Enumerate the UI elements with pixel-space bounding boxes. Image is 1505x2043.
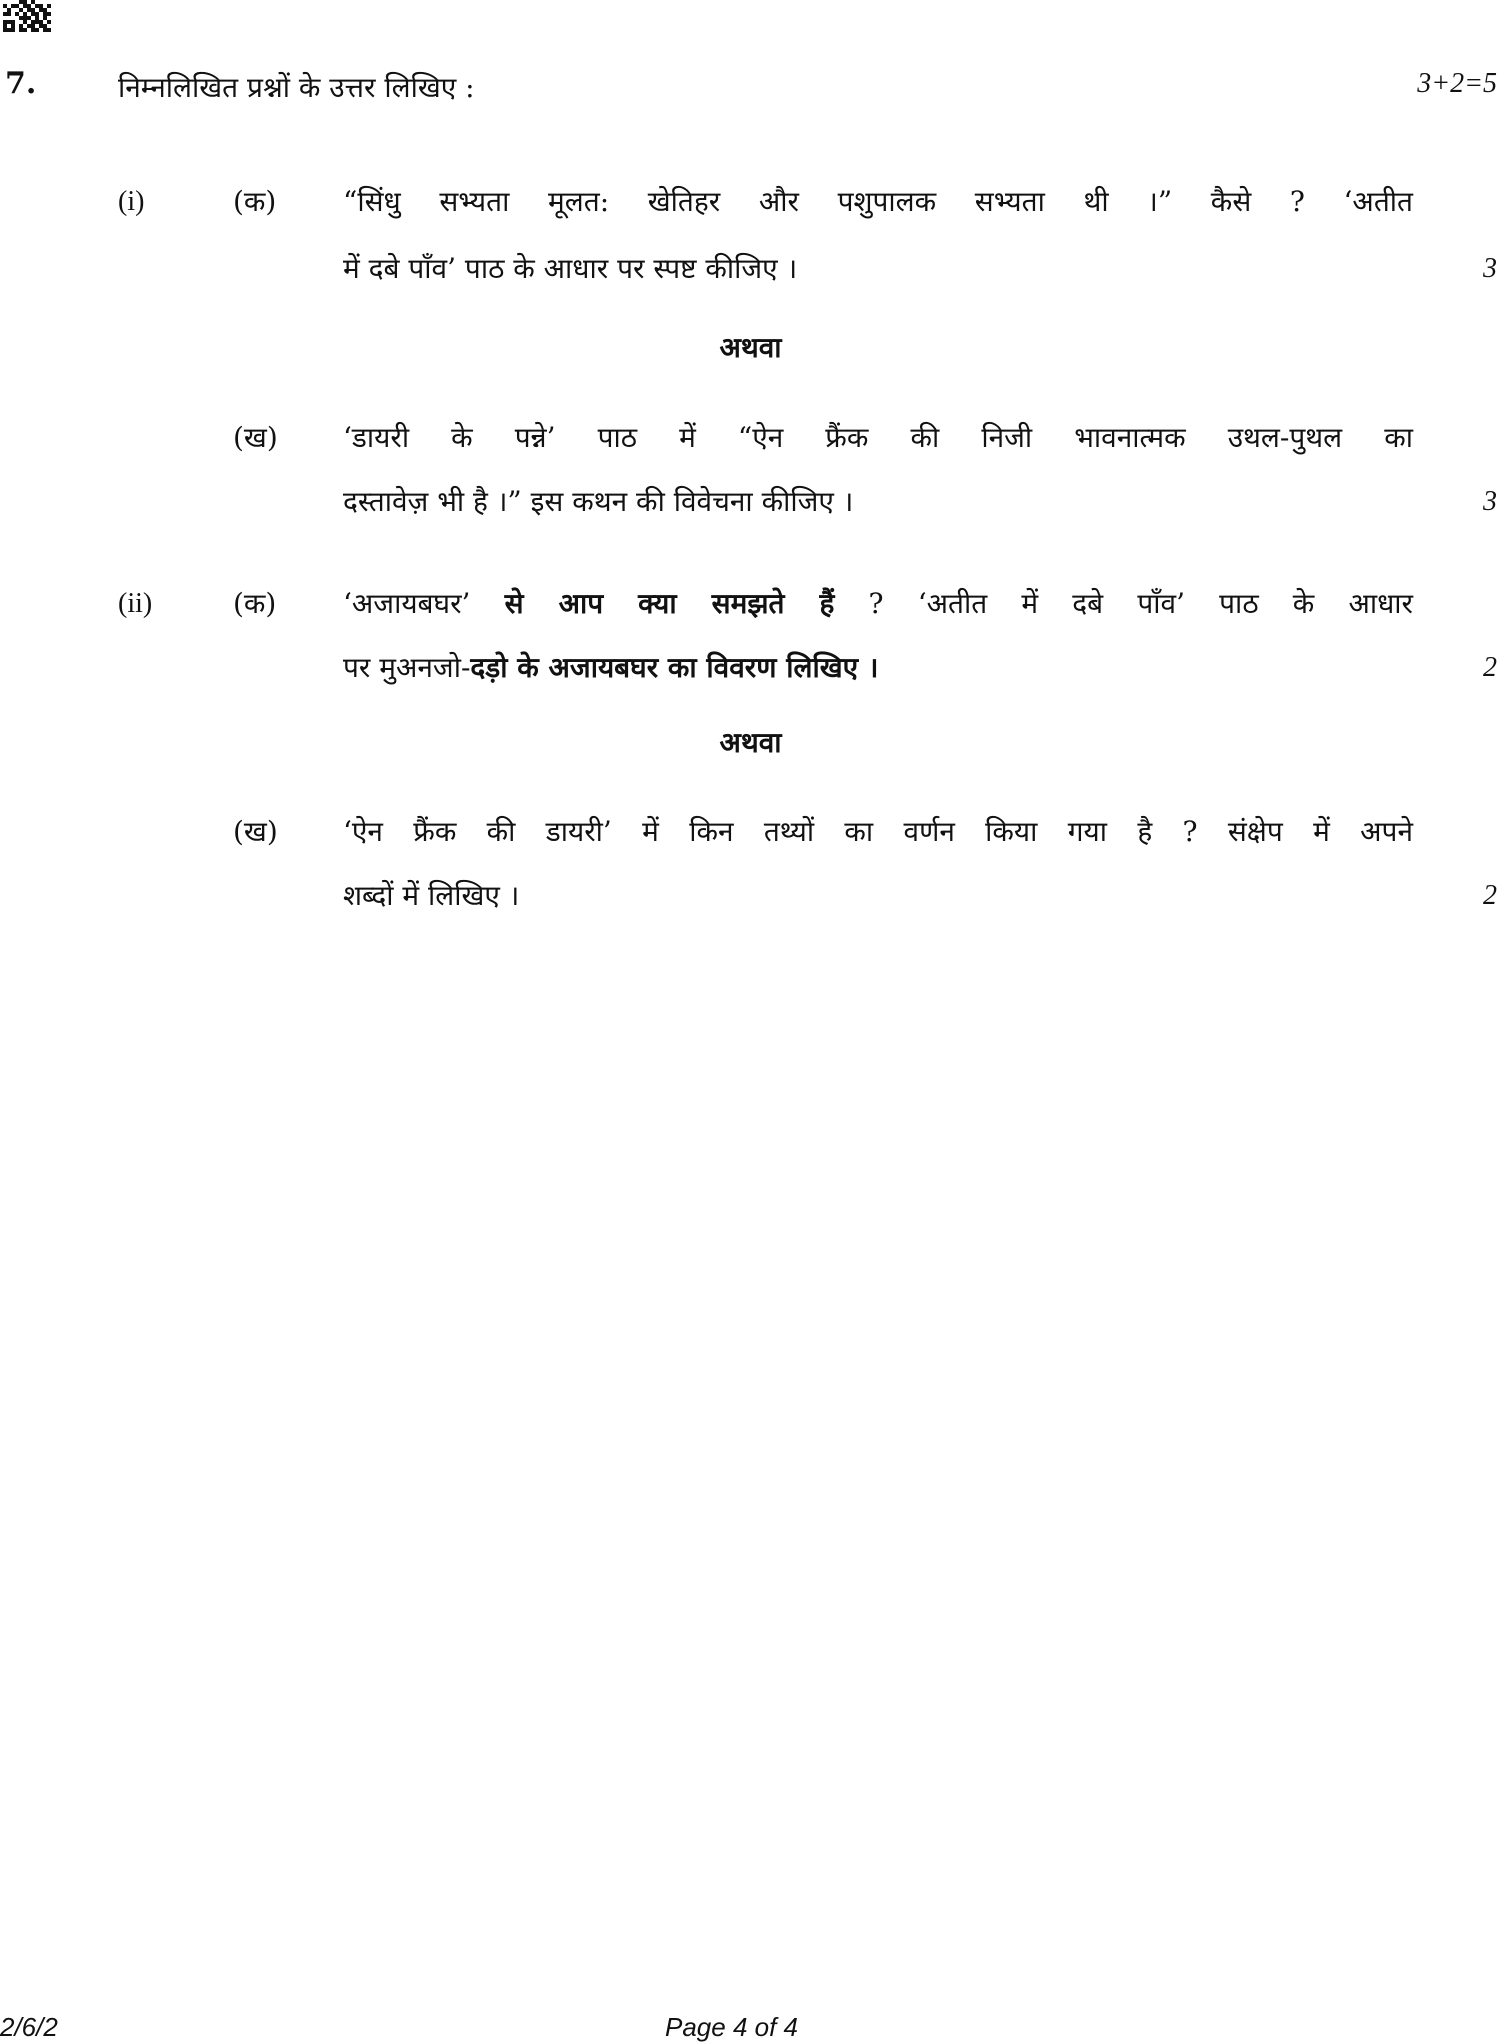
part-ii-option-ka-line-2: पर मुअनजो-दड़ो के अजायबघर का विवरण लिखिए ।: [343, 651, 879, 684]
part-ii-option-ka-marks: 2: [1483, 652, 1497, 683]
part-ii-option-kha-line-2: शब्दों में लिखिए ।: [343, 879, 520, 912]
part-ii-option-kha-label: (ख): [233, 815, 278, 848]
part-ii-option-kha-line-1: ‘ऐन फ्रैंक की डायरी’ में किन तथ्यों का वर्णन किया गया है ? संक्षेप में अपने: [343, 815, 1413, 848]
part-i-option-kha-line-1: ‘डायरी के पन्ने’ पाठ में “ऐन फ्रैंक की निजी भावनात्मक उथल-पुथल का: [343, 421, 1413, 454]
part-i-option-kha-marks: 3: [1483, 486, 1497, 517]
qr-code: [3, 0, 51, 36]
paper-code: 2/6/2: [0, 2012, 58, 2042]
part-i-option-kha-label: (ख): [233, 421, 278, 454]
part-i-option-ka-label: (क): [233, 185, 277, 218]
part-i-option-ka-line-1: “सिंधु सभ्यता मूलत: खेतिहर और पशुपालक सभ्यता थी ।” कैसे ? ‘अतीत: [343, 185, 1413, 218]
part-i-option-ka-marks: 3: [1483, 253, 1497, 284]
part-ii-option-ka-line-1: ‘अजायबघर’ से आप क्या समझते हैं ? ‘अतीत में दबे पाँव’ पाठ के आधार: [343, 587, 1413, 620]
question-heading: निम्नलिखित प्रश्नों के उत्तर लिखिए :: [118, 71, 475, 104]
part-i-label: (i): [118, 186, 145, 217]
or-divider-1: अथवा: [719, 331, 782, 364]
part-i-option-ka-line-2: में दबे पाँव’ पाठ के आधार पर स्पष्ट कीजिए ।: [343, 252, 798, 285]
question-number: 7.: [5, 66, 37, 101]
part-ii-label: (ii): [118, 588, 153, 619]
total-marks: 3+2=5: [1417, 68, 1497, 99]
part-ii-option-ka-label: (क): [233, 587, 277, 620]
or-divider-2: अथवा: [719, 726, 782, 759]
page-number: Page 4 of 4: [665, 2012, 798, 2042]
part-ii-option-kha-marks: 2: [1483, 880, 1497, 911]
part-i-option-kha-line-2: दस्तावेज़ भी है ।” इस कथन की विवेचना कीजिए ।: [343, 485, 854, 518]
